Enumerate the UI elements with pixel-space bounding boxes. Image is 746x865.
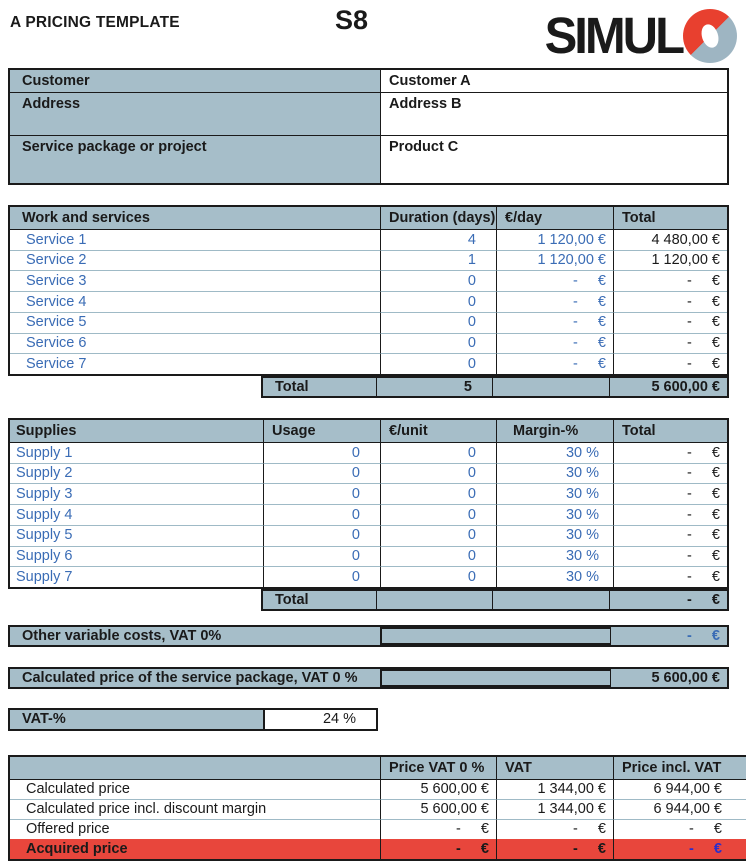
supply-name[interactable]: Supply 4: [10, 504, 263, 525]
supply-margin[interactable]: 30 %: [496, 566, 613, 587]
service-name[interactable]: Service 3: [10, 270, 380, 291]
supply-total: - €: [613, 546, 727, 567]
work-services-table: [8, 205, 729, 376]
summary-price-incl: 6 944,00 €: [613, 779, 746, 799]
service-total: - €: [613, 312, 727, 333]
service-duration[interactable]: 0: [380, 312, 496, 333]
address-label: Address: [10, 92, 380, 135]
service-duration[interactable]: 0: [380, 353, 496, 374]
vat-rate-label: VAT-%: [10, 710, 263, 729]
summary-price-vat0[interactable]: - €: [380, 819, 496, 839]
summary-row-label: Calculated price incl. discount margin: [10, 799, 380, 819]
vat-rate-value[interactable]: 24 %: [263, 710, 376, 729]
service-name[interactable]: Service 4: [10, 291, 380, 312]
summary-table: [8, 755, 746, 861]
col-per-day: €/day: [496, 207, 613, 229]
page-title: A PRICING TEMPLATE: [10, 14, 180, 31]
calculated-price-bar: [8, 667, 729, 689]
col-duration: Duration (days): [380, 207, 496, 229]
service-total: - €: [613, 270, 727, 291]
supply-usage[interactable]: 0: [263, 463, 380, 484]
customer-label: Customer: [10, 70, 380, 92]
supply-name[interactable]: Supply 7: [10, 566, 263, 587]
work-total-spacer: [492, 378, 609, 396]
service-total: - €: [613, 333, 727, 354]
service-per-day[interactable]: - €: [496, 312, 613, 333]
service-name[interactable]: Service 7: [10, 353, 380, 374]
service-per-day[interactable]: 1 120,00 €: [496, 229, 613, 250]
service-name[interactable]: Service 1: [10, 229, 380, 250]
service-name[interactable]: Service 5: [10, 312, 380, 333]
summary-price-vat0: 5 600,00 €: [380, 779, 496, 799]
work-table-title: Work and services: [10, 207, 380, 229]
col-price-incl-vat: Price incl. VAT: [613, 757, 746, 779]
supply-margin[interactable]: 30 %: [496, 546, 613, 567]
supply-total: - €: [613, 463, 727, 484]
service-total: 1 120,00 €: [613, 250, 727, 271]
simulo-logo: [545, 8, 737, 64]
supply-name[interactable]: Supply 5: [10, 525, 263, 546]
acquired-price-label: Acquired price: [10, 839, 380, 859]
supply-name[interactable]: Supply 1: [10, 442, 263, 463]
project-value[interactable]: Product C: [380, 135, 727, 183]
supplies-total-spacer1: [376, 591, 492, 609]
address-value[interactable]: Address B: [380, 92, 727, 135]
supply-per-unit[interactable]: 0: [380, 442, 496, 463]
col-per-unit: €/unit: [380, 420, 496, 442]
supply-usage[interactable]: 0: [263, 442, 380, 463]
service-name[interactable]: Service 2: [10, 250, 380, 271]
calculated-price-mid-cell: [380, 669, 611, 687]
supply-per-unit[interactable]: 0: [380, 525, 496, 546]
simulo-logo-o-icon: [683, 9, 737, 63]
service-per-day[interactable]: - €: [496, 291, 613, 312]
summary-row-label: Offered price: [10, 819, 380, 839]
service-per-day[interactable]: 1 120,00 €: [496, 250, 613, 271]
supply-usage[interactable]: 0: [263, 483, 380, 504]
supplies-table: [8, 418, 729, 589]
col-total: Total: [613, 207, 727, 229]
simulo-logo-text: SIMUL: [544, 7, 682, 65]
supply-total: - €: [613, 566, 727, 587]
calculated-price-label: Calculated price of the service package, VAT 0 %: [22, 669, 358, 686]
service-duration[interactable]: 0: [380, 270, 496, 291]
supply-total: - €: [613, 483, 727, 504]
vat-rate-row: [8, 708, 378, 731]
summary-price-incl: - €: [613, 819, 746, 839]
supply-usage[interactable]: 0: [263, 566, 380, 587]
supply-usage[interactable]: 0: [263, 504, 380, 525]
supply-margin[interactable]: 30 %: [496, 463, 613, 484]
summary-corner-cell: [10, 757, 380, 779]
other-costs-value[interactable]: - €: [686, 627, 720, 644]
supplies-table-title: Supplies: [10, 420, 263, 442]
summary-vat: 1 344,00 €: [496, 779, 613, 799]
service-duration[interactable]: 1: [380, 250, 496, 271]
summary-price-incl: 6 944,00 €: [613, 799, 746, 819]
work-total-label: Total: [275, 378, 309, 395]
other-costs-label: Other variable costs, VAT 0%: [22, 627, 222, 644]
supply-total: - €: [613, 525, 727, 546]
col-supplies-total: Total: [613, 420, 727, 442]
sheet-code: S8: [335, 5, 369, 35]
supplies-total-row: [261, 589, 729, 611]
customer-table: [8, 68, 729, 185]
supply-per-unit[interactable]: 0: [380, 504, 496, 525]
col-vat: VAT: [496, 757, 613, 779]
supply-total: - €: [613, 442, 727, 463]
supply-per-unit[interactable]: 0: [380, 546, 496, 567]
calculated-price-value: 5 600,00 €: [651, 669, 720, 686]
service-total: - €: [613, 291, 727, 312]
acquired-price-incl: - €: [613, 839, 746, 859]
supply-name[interactable]: Supply 3: [10, 483, 263, 504]
supply-margin[interactable]: 30 %: [496, 504, 613, 525]
summary-price-vat0: 5 600,00 €: [380, 799, 496, 819]
service-duration[interactable]: 0: [380, 291, 496, 312]
work-total-duration: 5: [376, 378, 492, 396]
service-duration[interactable]: 0: [380, 333, 496, 354]
supplies-total-spacer2: [492, 591, 609, 609]
supply-per-unit[interactable]: 0: [380, 463, 496, 484]
other-costs-bar: [8, 625, 729, 647]
service-total: 4 480,00 €: [613, 229, 727, 250]
supply-margin[interactable]: 30 %: [496, 442, 613, 463]
summary-row-label: Calculated price: [10, 779, 380, 799]
supply-usage[interactable]: 0: [263, 546, 380, 567]
service-per-day[interactable]: - €: [496, 270, 613, 291]
supply-name[interactable]: Supply 6: [10, 546, 263, 567]
service-duration[interactable]: 4: [380, 229, 496, 250]
customer-value[interactable]: Customer A: [380, 70, 727, 92]
service-per-day[interactable]: - €: [496, 353, 613, 374]
supply-usage[interactable]: 0: [263, 525, 380, 546]
supplies-total-value: - €: [609, 591, 727, 609]
supply-margin[interactable]: 30 %: [496, 483, 613, 504]
col-usage: Usage: [263, 420, 380, 442]
supply-name[interactable]: Supply 2: [10, 463, 263, 484]
other-costs-input-cell[interactable]: [380, 627, 611, 645]
service-total: - €: [613, 353, 727, 374]
supply-per-unit[interactable]: 0: [380, 483, 496, 504]
service-per-day[interactable]: - €: [496, 333, 613, 354]
acquired-price-vat0[interactable]: - €: [380, 839, 496, 859]
supply-per-unit[interactable]: 0: [380, 566, 496, 587]
service-name[interactable]: Service 6: [10, 333, 380, 354]
supply-total: - €: [613, 504, 727, 525]
summary-vat: - €: [496, 819, 613, 839]
summary-vat: 1 344,00 €: [496, 799, 613, 819]
work-total-value: 5 600,00 €: [609, 378, 727, 396]
work-total-row: [261, 376, 729, 398]
project-label: Service package or project: [10, 135, 380, 183]
col-margin: Margin-%: [496, 420, 613, 442]
supply-margin[interactable]: 30 %: [496, 525, 613, 546]
acquired-vat: - €: [496, 839, 613, 859]
supplies-total-label: Total: [275, 591, 309, 608]
col-price-vat0: Price VAT 0 %: [380, 757, 496, 779]
